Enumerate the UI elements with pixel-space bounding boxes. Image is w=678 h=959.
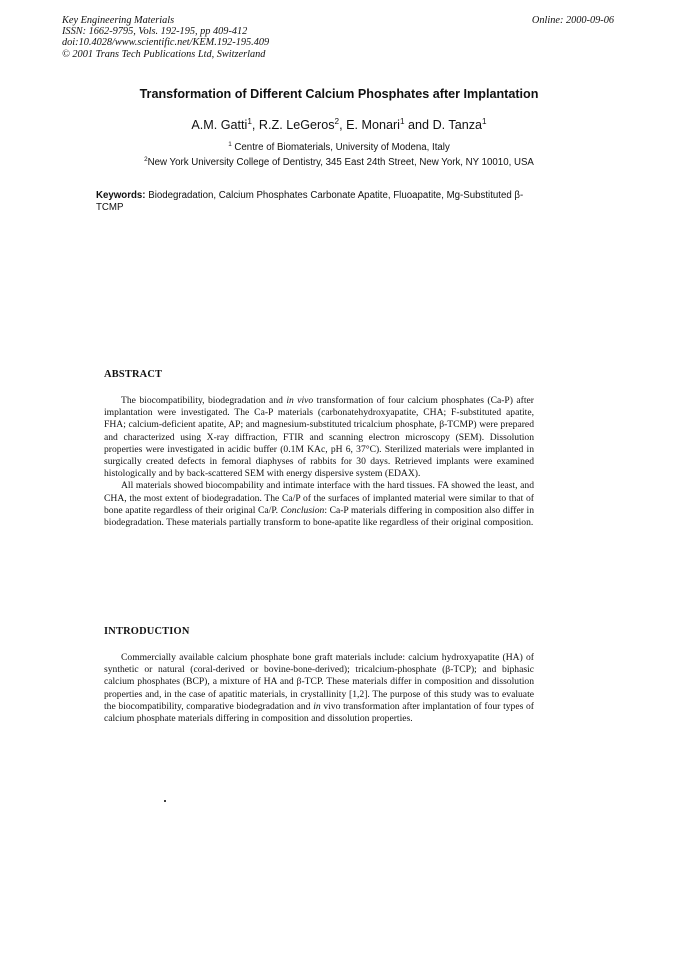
author-name: E. Monari bbox=[346, 118, 400, 132]
paper-title: Transformation of Different Calcium Phosphates after Implantation bbox=[139, 87, 539, 101]
keywords-text: Biodegradation, Calcium Phosphates Carbonate Apatite, Fluoapatite, Mg-Substituted β-TCMP bbox=[96, 190, 524, 214]
author-affiliation-mark: 2 bbox=[334, 116, 340, 126]
author-affiliation-mark: 1 bbox=[247, 116, 252, 126]
author-affiliation-mark: 1 bbox=[482, 116, 487, 126]
introduction-paragraph bbox=[104, 652, 534, 725]
author-affiliation-mark: 1 bbox=[399, 116, 405, 126]
text-run: : Ca-P materials differing in composition also differ in biodegradation. These materials partially transform to bone-apatite like regardless of their original composition. bbox=[104, 504, 534, 529]
italic-run: Conclusion bbox=[280, 504, 325, 516]
affiliation bbox=[0, 157, 678, 168]
text-run: All materials showed biocompability and intimate interface with the hard tissues. FA showed the least, and CHA, the most extent of biodegradation. The Ca/P of the surfaces of implanted material were similar to that of bone apatite regardless of their original Ca/P. bbox=[104, 480, 534, 516]
stray-dot bbox=[164, 800, 166, 802]
affiliation-mark: 1 bbox=[228, 140, 232, 148]
online-date: Online: 2000-09-06 bbox=[531, 15, 614, 26]
keywords bbox=[96, 190, 546, 215]
keywords-label: Keywords: bbox=[96, 190, 146, 201]
affiliation-mark: 2 bbox=[144, 155, 148, 163]
journal-name: Key Engineering Materials bbox=[62, 15, 175, 26]
author-name: D. Tanza bbox=[432, 118, 483, 132]
author-separator: , bbox=[251, 118, 259, 132]
affiliation bbox=[0, 142, 678, 153]
introduction-body bbox=[104, 652, 534, 725]
abstract-paragraph bbox=[104, 395, 534, 480]
journal-header bbox=[62, 15, 622, 60]
issn-line: ISSN: 1662-9795, Vols. 192-195, pp 409-412 bbox=[62, 26, 248, 38]
text-run: The biocompatibility, biodegradation and bbox=[121, 395, 287, 406]
text-run: Commercially available calcium phosphate bone graft materials include: calcium hydroxyapatite (HA) of synthetic or natural (coral-derived or bovine-bone-derived); tricalcium-phosphate (β-TCP); and biphasic calcium phosphates (BCP), a mixture of HA and β-TCP. These materials differ in composition and dissolution properties and, in the case of apatitic materials, in crystallinity [1,2]. The purpose of this study was to evaluate the biocompatibility, comparative biodegradation and bbox=[104, 652, 534, 712]
abstract-heading: ABSTRACT bbox=[104, 369, 163, 380]
author-name: A.M. Gatti bbox=[191, 118, 248, 132]
abstract-paragraph bbox=[104, 480, 534, 529]
author-separator: , bbox=[339, 118, 347, 132]
italic-run: in vivo bbox=[286, 395, 314, 406]
text-run: vivo transformation after implantation of four types of calcium phosphate materials differing in composition and dissolution properties. bbox=[104, 700, 534, 725]
affiliation-text: Centre of Biomaterials, University of Modena, Italy bbox=[234, 142, 450, 153]
affiliation-text: New York University College of Dentistry, 345 East 24th Street, New York, NY 10010, USA bbox=[147, 157, 534, 168]
introduction-heading: INTRODUCTION bbox=[104, 626, 190, 637]
text-run: transformation of four calcium phosphates (Ca-P) after implantation were investigated. The Ca-P materials (carbonatehydroxyapatite, CHA; F-substituted apatite, FHA; calcium-deficient apatite, AP; and magnesium-substituted tricalcium phosphate, β-TCMP) were prepared and characterized using X-ray diffraction, FTIR and scanning electron microscopy (SEM). Dissolution properties were investigated in acidic buffer (0.1M KAc, pH 6, 37°C). Sterilized materials were implanted in surgically created defects in femoral diaphyses of rabbits for 30 days. Retrieved implants were examined histologically and by back-scattered SEM with energy dispersive system (EDAX). bbox=[104, 395, 534, 480]
author-name: R.Z. LeGeros bbox=[258, 118, 335, 132]
doi-line[interactable]: doi:10.4028/www.scientific.net/KEM.192-195.409 bbox=[62, 37, 270, 49]
author-separator: and bbox=[404, 118, 433, 132]
author-list bbox=[0, 118, 678, 132]
copyright-line: © 2001 Trans Tech Publications Ltd, Switzerland bbox=[62, 48, 266, 60]
abstract-body bbox=[104, 395, 534, 529]
italic-run: in bbox=[313, 700, 321, 712]
